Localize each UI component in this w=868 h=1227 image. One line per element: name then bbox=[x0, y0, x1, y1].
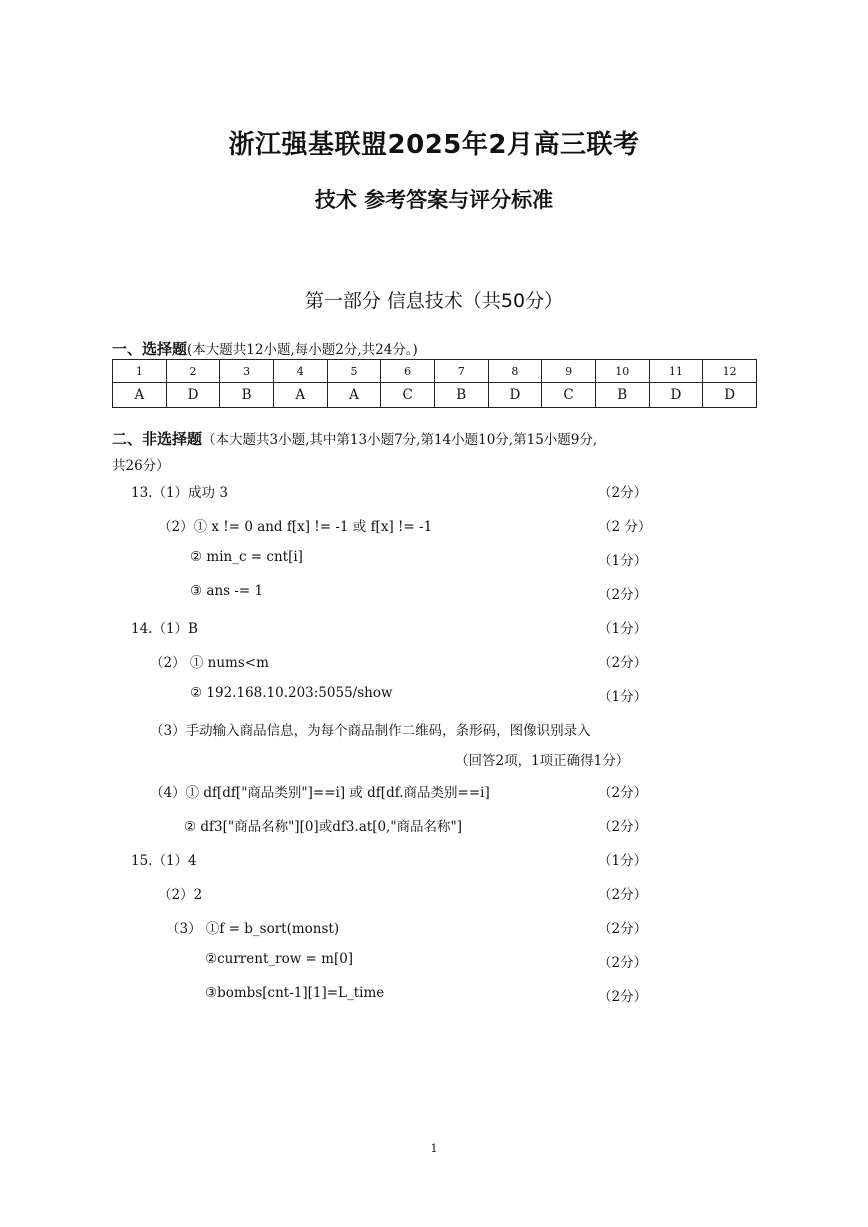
answer-score: （2分） bbox=[598, 587, 648, 603]
question-number: 5 bbox=[327, 360, 381, 383]
answer-cell: C bbox=[542, 383, 596, 408]
answer-score: （1分） bbox=[598, 689, 648, 705]
answer-score: （2分） bbox=[598, 819, 648, 835]
question-number: 2 bbox=[166, 360, 220, 383]
answer-score: （2分） bbox=[598, 485, 648, 501]
question-number: 4 bbox=[273, 360, 327, 383]
answer-line: （4）① df[df["商品类别"]==i] 或 df[df.商品类别==i] bbox=[150, 785, 490, 801]
section2-heading bbox=[112, 428, 597, 449]
answer-cell: A bbox=[113, 383, 167, 408]
answer-line: ② df3["商品名称"][0]或df3.at[0,"商品名称"] bbox=[184, 819, 463, 835]
answer-score: （2分） bbox=[598, 655, 648, 671]
question-number: 1 bbox=[113, 360, 167, 383]
answer-cell: B bbox=[220, 383, 274, 408]
answer-line: 13.（1）成功 3 bbox=[131, 485, 228, 501]
answer-cell: D bbox=[649, 383, 703, 408]
question-number: 3 bbox=[220, 360, 274, 383]
answer-score: （2分） bbox=[598, 955, 648, 971]
question-number: 11 bbox=[649, 360, 703, 383]
section2-note: （本大题共3小题,其中第13小题7分,第14小题10分,第15小题9分, bbox=[202, 432, 598, 448]
answer-table bbox=[112, 359, 757, 408]
answer-line: ② min_c = cnt[i] bbox=[190, 549, 303, 565]
question-number: 12 bbox=[703, 360, 757, 383]
answer-line: ③bombs[cnt-1][1]=L_time bbox=[205, 985, 385, 1001]
question-number: 8 bbox=[488, 360, 542, 383]
answer-line: （3）手动输入商品信息，为每个商品制作二维码，条形码，图像识别录入 bbox=[150, 723, 591, 739]
answer-cell: B bbox=[434, 383, 488, 408]
answer-score: （2分） bbox=[598, 989, 648, 1005]
answer-cell: D bbox=[166, 383, 220, 408]
question-number: 10 bbox=[595, 360, 649, 383]
section1-note: (本大题共12小题,每小题2分,共24分。) bbox=[187, 342, 418, 358]
section2-title: 二、非选择题 bbox=[112, 430, 203, 448]
answer-cell: B bbox=[595, 383, 649, 408]
answer-line: 15.（1）4 bbox=[131, 853, 197, 869]
answer-score: （1分） bbox=[598, 621, 648, 637]
answer-cell: D bbox=[488, 383, 542, 408]
answer-score: （2分） bbox=[598, 785, 648, 801]
answer-line: ②current_row = m[0] bbox=[205, 951, 354, 967]
section1-heading bbox=[112, 338, 418, 359]
section2-note-cont: 共26分） bbox=[112, 458, 170, 474]
answer-score: （2分） bbox=[598, 921, 648, 937]
part-heading: 第一部分 信息技术（共50分） bbox=[304, 290, 564, 312]
answer-table-answer-row bbox=[113, 383, 757, 408]
section1-title: 一、选择题 bbox=[112, 340, 188, 358]
answer-cell: C bbox=[381, 383, 435, 408]
answer-score: （1分） bbox=[598, 853, 648, 869]
answer-note: （回答2项，1项正确得1分） bbox=[455, 753, 630, 769]
answer-score: （1分） bbox=[598, 553, 648, 569]
answer-line: （3） ①f = b_sort(monst) bbox=[166, 921, 340, 937]
question-number: 7 bbox=[434, 360, 488, 383]
answer-cell: A bbox=[273, 383, 327, 408]
answer-cell: A bbox=[327, 383, 381, 408]
question-number: 9 bbox=[542, 360, 596, 383]
answer-line: （2）2 bbox=[158, 887, 203, 903]
answer-line: ② 192.168.10.203:5055/show bbox=[190, 685, 393, 701]
question-number: 6 bbox=[381, 360, 435, 383]
answer-cell: D bbox=[703, 383, 757, 408]
page-number: 1 bbox=[430, 1142, 438, 1155]
answer-table-number-row bbox=[113, 360, 757, 383]
answer-line: ③ ans -= 1 bbox=[190, 583, 264, 599]
document-subtitle: 技术 参考答案与评分标准 bbox=[314, 188, 554, 212]
answer-score: （2分） bbox=[598, 887, 648, 903]
answer-line: 14.（1）B bbox=[131, 621, 198, 637]
answer-line: （2） ① nums<m bbox=[150, 655, 269, 671]
answer-line: （2）① x != 0 and f[x] != -1 或 f[x] != -1 bbox=[158, 519, 433, 535]
answer-score: （2 分） bbox=[598, 519, 652, 535]
document-title: 浙江强基联盟2025年2月高三联考 bbox=[228, 130, 640, 160]
